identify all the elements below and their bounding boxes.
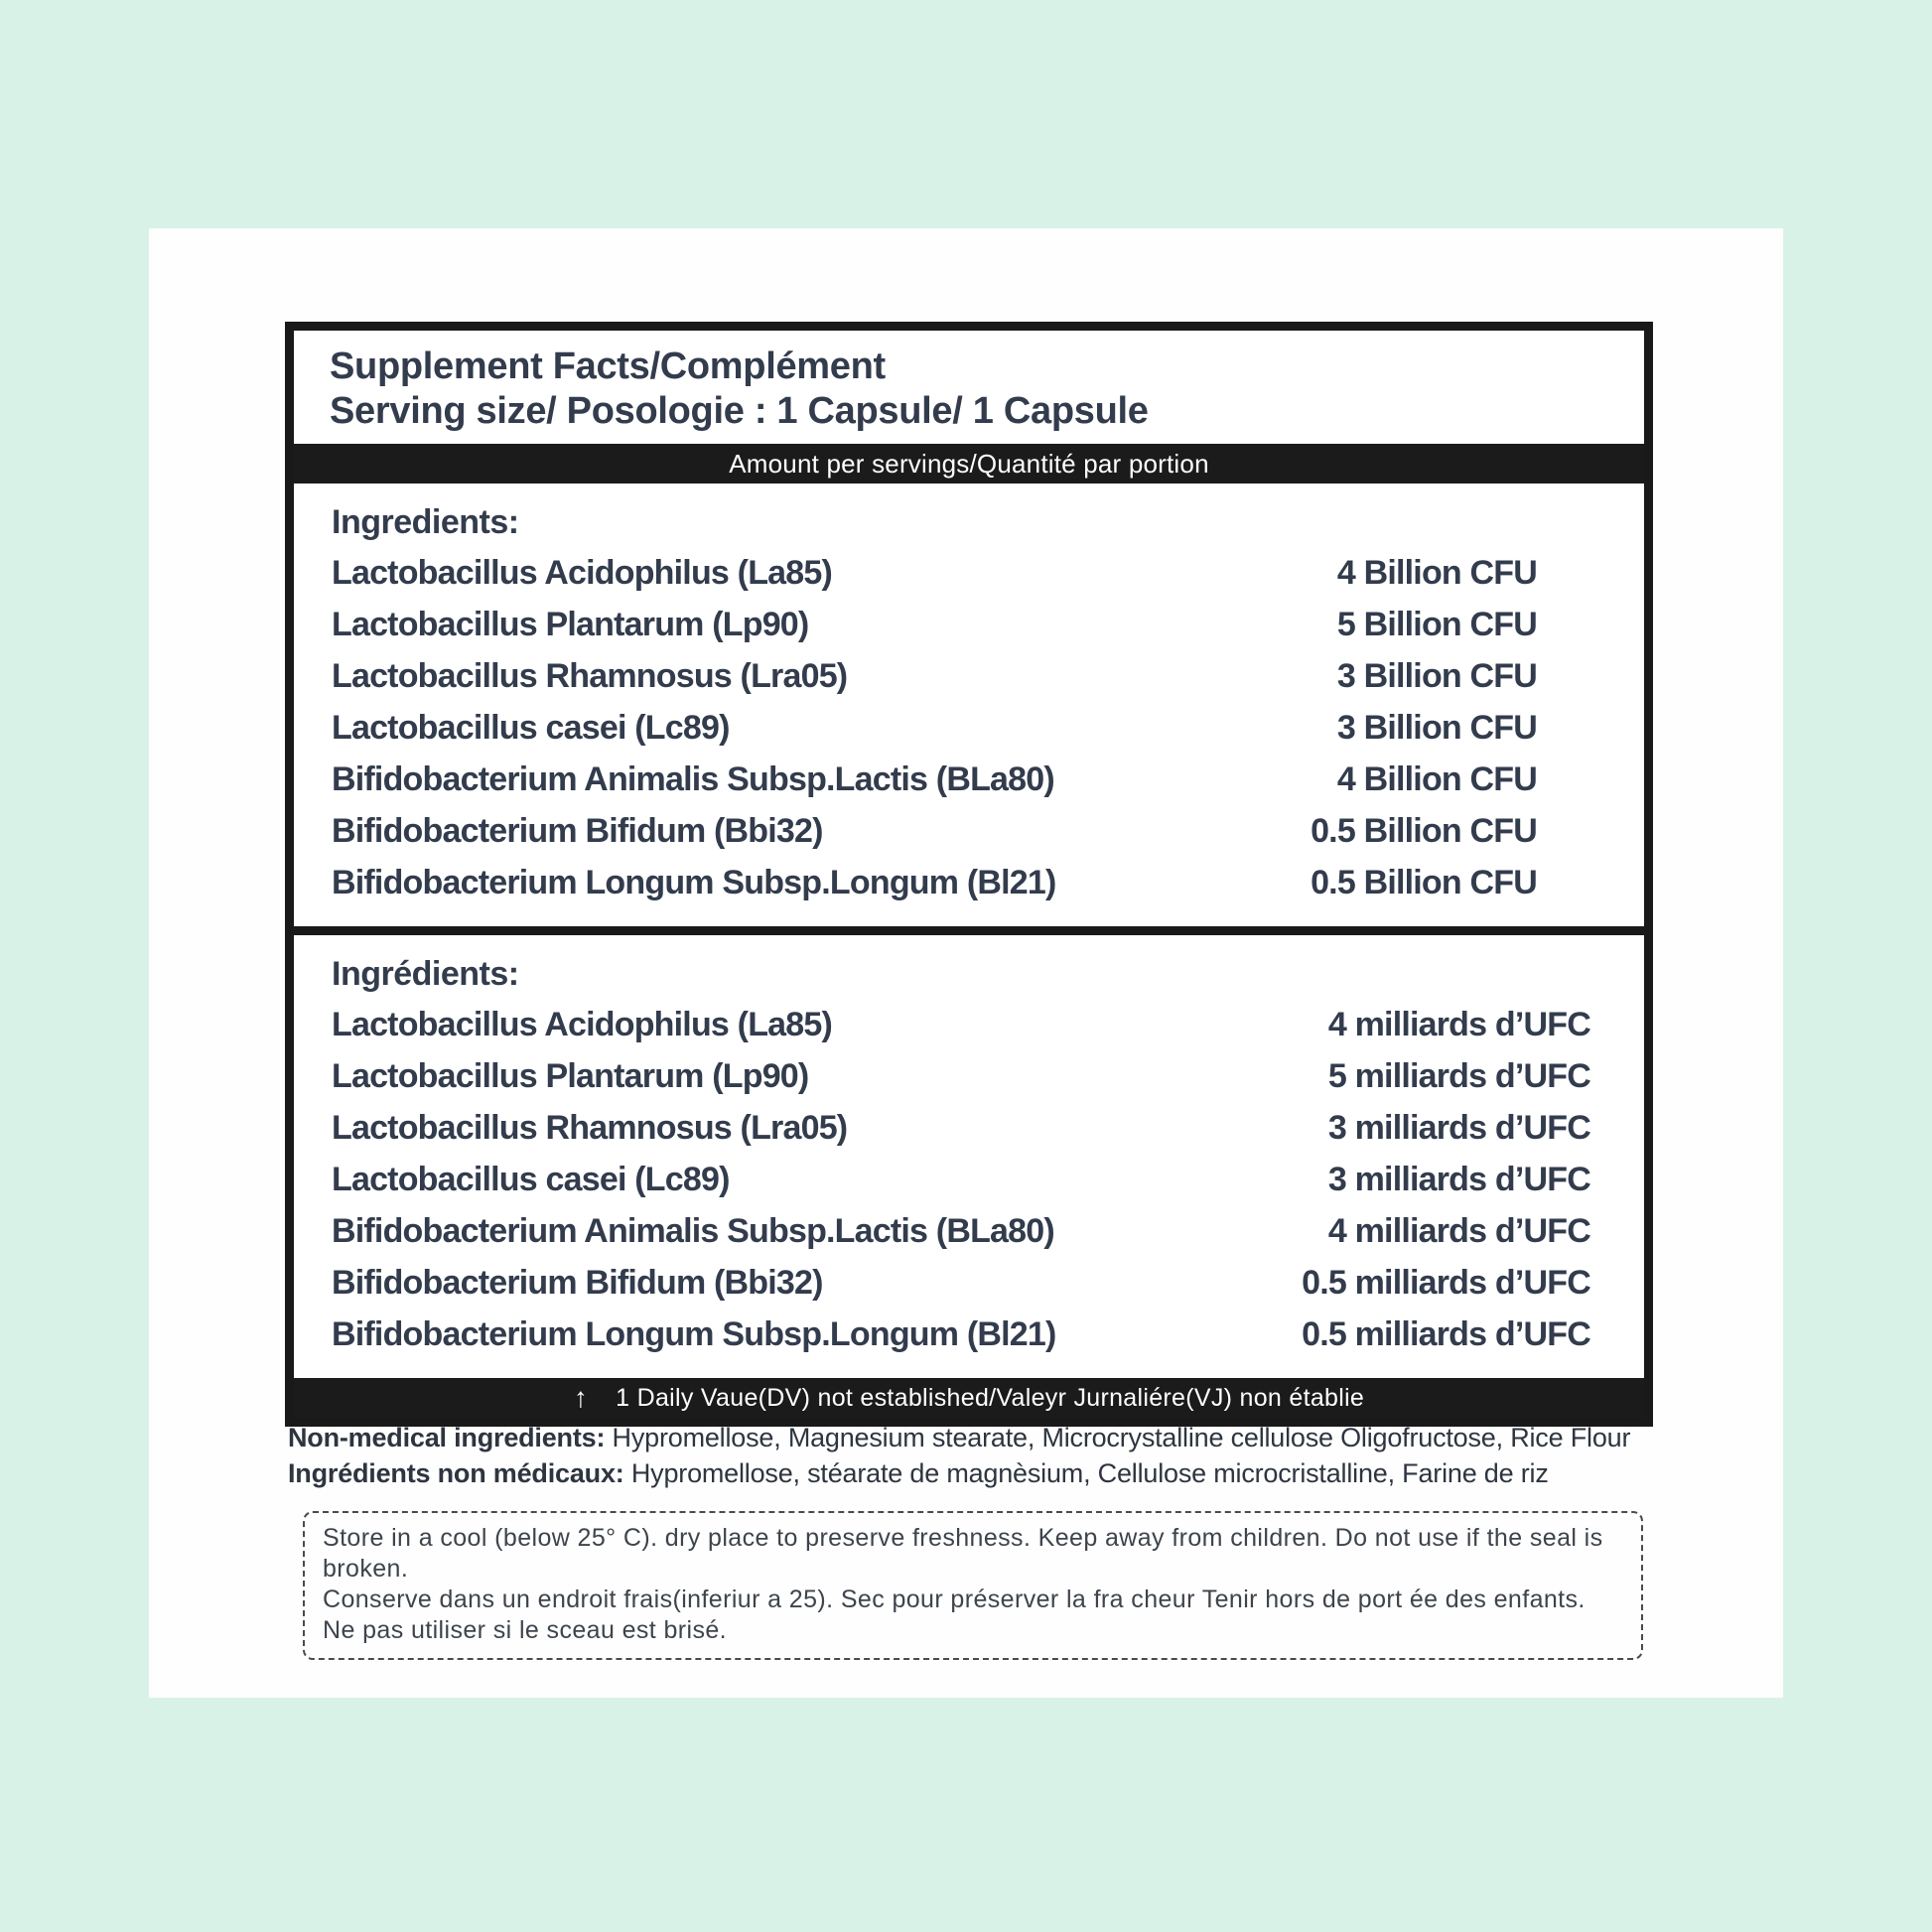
ingredient-row bbox=[294, 599, 1644, 650]
facts-header bbox=[294, 331, 1644, 444]
ingredient-row bbox=[294, 1102, 1644, 1154]
ingredient-name: Bifidobacterium Animalis Subsp.Lactis (BLa80) bbox=[332, 760, 1054, 798]
ingredient-name: Bifidobacterium Bifidum (Bbi32) bbox=[332, 1264, 823, 1302]
non-medical-text-fr: Hypromellose, stéarate de magnèsium, Cellulose microcristalline, Farine de riz bbox=[623, 1458, 1549, 1488]
non-medical-label-en: Non-medical ingredients: bbox=[288, 1423, 606, 1452]
supplement-facts-panel bbox=[285, 322, 1653, 1427]
ingredient-amount: 5 milliards d’UFC bbox=[1327, 1057, 1590, 1095]
ingredient-row bbox=[294, 1205, 1644, 1257]
ingredient-row bbox=[294, 805, 1644, 857]
ingredient-name: Lactobacillus Plantarum (Lp90) bbox=[332, 1057, 809, 1095]
ingredients-section-en bbox=[294, 483, 1644, 926]
ingredient-amount: 3 Billion CFU bbox=[1336, 657, 1537, 695]
daily-value-footnote-bar bbox=[294, 1378, 1644, 1418]
ingredient-name: Lactobacillus Acidophilus (La85) bbox=[332, 554, 833, 592]
ingredient-row bbox=[294, 1050, 1644, 1102]
ingredient-amount: 0.5 milliards d’UFC bbox=[1302, 1264, 1590, 1302]
ingredient-name: Lactobacillus Plantarum (Lp90) bbox=[332, 606, 809, 643]
ingredient-amount: 3 milliards d’UFC bbox=[1327, 1109, 1590, 1147]
facts-title-line1: Supplement Facts/Complément bbox=[330, 345, 886, 387]
non-medical-text-en: Hypromellose, Magnesium stearate, Microcrystalline cellulose Oligofructose, Rice Flour bbox=[605, 1423, 1631, 1452]
storage-instructions-box bbox=[303, 1511, 1643, 1660]
ingredients-heading: Ingredients: bbox=[332, 503, 519, 541]
ingredient-name: Lactobacillus Rhamnosus (Lra05) bbox=[332, 657, 848, 695]
storage-instructions-fr: Conserve dans un endroit frais(inferiur a 25). Sec pour préserver la fra cheur Tenir hors de port ée des enfants. Ne pas utiliser si le sceau est brisé. bbox=[323, 1586, 1586, 1644]
label-card bbox=[149, 228, 1783, 1698]
ingredients-heading: Ingrédients: bbox=[332, 955, 519, 993]
ingredient-amount: 4 milliards d’UFC bbox=[1327, 1212, 1590, 1250]
ingredient-amount: 5 Billion CFU bbox=[1336, 606, 1537, 643]
ingredient-amount: 3 Billion CFU bbox=[1336, 709, 1537, 747]
daily-value-footnote-text: 1 Daily Vaue(DV) not established/Valeyr Jurnaliére(VJ) non établie bbox=[616, 1383, 1365, 1412]
ingredient-rows bbox=[294, 547, 1644, 908]
amount-per-serving-bar: Amount per servings/Quantité par portion bbox=[294, 444, 1644, 483]
ingredient-name: Bifidobacterium Animalis Subsp.Lactis (BLa80) bbox=[332, 1212, 1054, 1250]
ingredient-amount: 3 milliards d’UFC bbox=[1327, 1161, 1590, 1198]
ingredient-row bbox=[294, 754, 1644, 805]
ingredient-amount: 4 Billion CFU bbox=[1336, 760, 1537, 798]
ingredient-name: Bifidobacterium Bifidum (Bbi32) bbox=[332, 812, 823, 850]
non-medical-ingredients bbox=[288, 1420, 1668, 1491]
ingredient-amount: 0.5 Billion CFU bbox=[1311, 812, 1537, 850]
ingredient-row bbox=[294, 1309, 1644, 1360]
ingredients-section-fr bbox=[294, 935, 1644, 1378]
ingredient-row bbox=[294, 650, 1644, 702]
ingredient-name: Lactobacillus Rhamnosus (Lra05) bbox=[332, 1109, 848, 1147]
storage-instructions-en: Store in a cool (below 25° C). dry place to preserve freshness. Keep away from children. Do not use if the seal is broken. bbox=[323, 1524, 1603, 1583]
ingredient-row bbox=[294, 857, 1644, 908]
ingredient-row bbox=[294, 1257, 1644, 1309]
non-medical-line-en bbox=[288, 1420, 1668, 1455]
ingredient-rows bbox=[294, 999, 1644, 1360]
non-medical-label-fr: Ingrédients non médicaux: bbox=[288, 1458, 624, 1488]
ingredient-row bbox=[294, 702, 1644, 754]
facts-title-line2: Serving size/ Posologie : 1 Capsule/ 1 Capsule bbox=[330, 390, 1149, 432]
ingredient-amount: 0.5 Billion CFU bbox=[1311, 864, 1537, 901]
ingredient-name: Lactobacillus casei (Lc89) bbox=[332, 1161, 730, 1198]
non-medical-line-fr bbox=[288, 1455, 1668, 1491]
section-divider bbox=[294, 926, 1644, 935]
up-arrow-icon: ↑ bbox=[573, 1382, 589, 1413]
ingredient-amount: 4 Billion CFU bbox=[1336, 554, 1537, 592]
ingredient-amount: 0.5 milliards d’UFC bbox=[1302, 1315, 1590, 1353]
ingredient-amount: 4 milliards d’UFC bbox=[1327, 1006, 1590, 1043]
ingredient-name: Bifidobacterium Longum Subsp.Longum (Bl21) bbox=[332, 1315, 1056, 1353]
ingredient-row bbox=[294, 547, 1644, 599]
ingredient-row bbox=[294, 999, 1644, 1050]
ingredient-name: Lactobacillus casei (Lc89) bbox=[332, 709, 730, 747]
ingredient-name: Bifidobacterium Longum Subsp.Longum (Bl21) bbox=[332, 864, 1056, 901]
ingredient-name: Lactobacillus Acidophilus (La85) bbox=[332, 1006, 833, 1043]
ingredient-row bbox=[294, 1154, 1644, 1205]
